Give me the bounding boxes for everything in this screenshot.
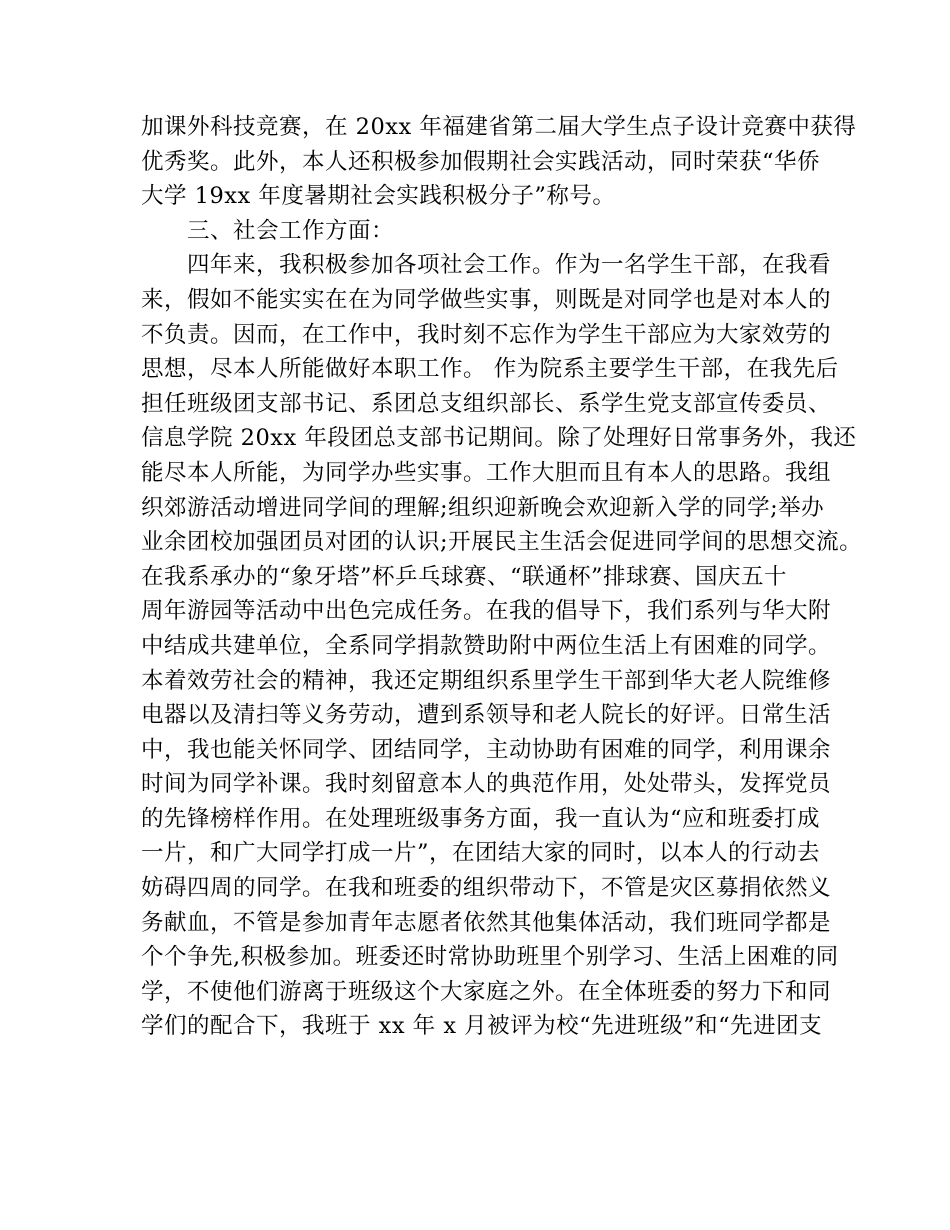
text-line: 在我系承办的“象牙塔”杯乒乓球赛、“联通杯”排球赛、国庆五十 (141, 563, 788, 590)
body-text (141, 110, 863, 1044)
text-line: 信息学院 20xx 年段团总支部书记期间。除了处理好日常事务外，我还 (141, 425, 857, 452)
section-heading: 三、社会工作方面： (187, 217, 395, 244)
text-line: 来，假如不能实实在在为同学做些实事，则既是对同学也是对本人的 (141, 286, 832, 313)
text-line: 优秀奖。此外，本人还积极参加假期社会实践活动，同时荣获“华侨 (141, 148, 821, 175)
text-line: 担任班级团支部书记、系团总支组织部长、系学生党支部宣传委员、 (141, 390, 832, 417)
text-line: 时间为同学补课。我时刻留意本人的典范作用，处处带头，发挥党员 (141, 771, 832, 798)
text-line: 中，我也能关怀同学、团结同学，主动协助有困难的同学，利用课余 (141, 736, 832, 763)
text-line: 不负责。因而，在工作中，我时刻不忘作为学生干部应为大家效劳的 (141, 321, 832, 348)
text-line: 能尽本人所能，为同学办些实事。工作大胆而且有本人的思路。我组 (141, 459, 832, 486)
text-line: 本着效劳社会的精神，我还定期组织系里学生干部到华大老人院维修 (141, 667, 832, 694)
text-line: 妨碍四周的同学。在我和班委的组织带动下，不管是灾区募捐依然义 (141, 875, 832, 902)
text-line: 思想，尽本人所能做好本职工作。 作为院系主要学生干部，在我先后 (141, 356, 839, 383)
text-line: 学们的配合下，我班于 xx 年 x 月被评为校“先进班级”和“先进团支 (141, 1013, 823, 1040)
text-line: 织郊游活动增进同学间的理解;组织迎新晚会欢迎新入学的同学;举办 (141, 494, 825, 521)
text-line: 的先锋榜样作用。在处理班级事务方面，我一直认为“应和班委打成 (141, 805, 821, 832)
text-line: 中结成共建单位，全系同学捐款赞助附中两位生活上有困难的同学。 (141, 632, 832, 659)
text-line: 学，不使他们游离于班级这个大家庭之外。在全体班委的努力下和同 (141, 978, 832, 1005)
text-line: 大学 19xx 年度暑期社会实践积极分子”称号。 (141, 183, 616, 210)
text-line: 业余团校加强团员对团的认识;开展民主生活会促进同学间的思想交流。 (141, 529, 863, 556)
text-line: 加课外科技竞赛，在 20xx 年福建省第二届大学生点子设计竞赛中获得 (141, 114, 857, 140)
text-line: 个个争先,积极参加。班委还时常协助班里个别学习、生活上困难的同 (141, 944, 839, 971)
text-line: 四年来，我积极参加各项社会工作。作为一名学生干部，在我看 (187, 252, 832, 279)
text-line: 一片，和广大同学打成一片”，在团结大家的同时，以本人的行动去 (141, 840, 821, 867)
text-line: 务献血，不管是参加青年志愿者依然其他集体活动，我们班同学都是 (141, 909, 832, 936)
text-line: 周年游园等活动中出色完成任务。在我的倡导下，我们系列与华大附 (141, 598, 832, 625)
text-line: 电器以及清扫等义务劳动，遭到系领导和老人院长的好评。日常生活 (141, 702, 832, 729)
